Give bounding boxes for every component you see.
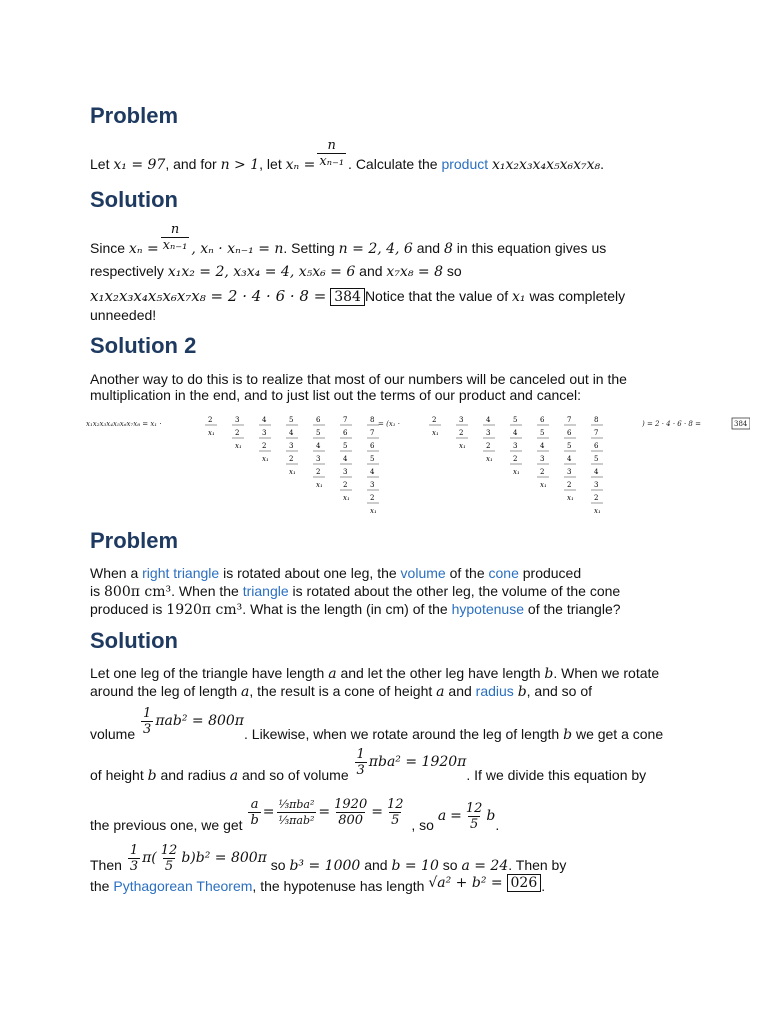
answer-box-2: 026 bbox=[507, 874, 542, 892]
solution-2-p2: multiplication in the end, and to just list out the terms of our product and cancel: bbox=[90, 387, 582, 403]
fraction-term: 2 bbox=[370, 494, 375, 502]
solution-3-line-4: of height b and radius a and so of volume $\frac{1}{3}$ πba² = 1920π. If we divide this equation by bbox=[90, 747, 647, 785]
eq-mid: = (x₁ · bbox=[378, 420, 401, 428]
fraction-term: x₁ bbox=[289, 468, 296, 476]
radius-link[interactable]: radius bbox=[475, 683, 514, 699]
hypotenuse-link[interactable]: hypotenuse bbox=[451, 601, 525, 617]
problem-2-line-3: produced is 1920π cm³. What is the length (in cm) of the hypotenuse of the triangle? bbox=[90, 601, 621, 618]
fraction-term: 6 bbox=[316, 416, 321, 424]
fraction-term: 3 bbox=[289, 442, 294, 450]
fraction-term: 2 bbox=[235, 429, 240, 437]
solution-3-line-6: Then $\frac{1}{3}$ π( $\frac{12}{5}$ b)b² = 800π so b³ = 1000 and b = 10 so a = 24. Then by bbox=[90, 843, 567, 875]
fraction-term: 6 bbox=[343, 429, 348, 437]
solution-3-line-5: the previous one, we get $\frac{a}{b}$ = $\frac{\text{⅓πba²}}{\text{⅓πab²}}$ = $\frac{1920}{800}$ = $\frac{12}{5}$ , so a = $\frac{12}{5}$ b. bbox=[90, 797, 500, 834]
fraction-term: 4 bbox=[262, 416, 267, 424]
eq-right: ) = 2 · 4 · 6 · 8 = bbox=[642, 420, 701, 428]
fraction-term: 3 bbox=[316, 455, 321, 463]
problem-text: Let x₁ = 97, and for n > 1, let xₙ = $\frac{n}{\text{xₙ₋₁}}$ . Calculate the product x₁x₂x₃x₄x₅x₆x₇x₈. bbox=[90, 138, 604, 174]
fraction-term: 7 bbox=[567, 416, 572, 424]
fraction-term: 7 bbox=[343, 416, 348, 424]
fraction-term: 2 bbox=[432, 416, 437, 424]
fraction-term: 2 bbox=[289, 455, 294, 463]
fraction-stack-right bbox=[429, 416, 603, 515]
fraction-term: 4 bbox=[594, 468, 599, 476]
fraction-term: x₁ bbox=[567, 494, 574, 502]
fraction-term: 5 bbox=[513, 416, 518, 424]
fraction-term: 2 bbox=[208, 416, 213, 424]
solution-3-line-2: around the leg of length a, the result is a cone of height a and radius b, and so of bbox=[90, 683, 593, 700]
solution-line-4: unneeded! bbox=[90, 307, 157, 323]
fraction-term: 7 bbox=[370, 429, 375, 437]
fraction-term: 6 bbox=[567, 429, 572, 437]
triangle-link[interactable]: triangle bbox=[242, 583, 289, 599]
problem-heading: Problem bbox=[90, 103, 179, 128]
volume-link[interactable]: volume bbox=[400, 565, 446, 581]
cone-link[interactable]: cone bbox=[488, 565, 519, 581]
solution-3-line-7: the Pythagorean Theorem, the hypotenuse has length √a² + b² = 026 . bbox=[90, 875, 546, 894]
fraction-term: 3 bbox=[594, 481, 599, 489]
solution-2-p1: Another way to do this is to realize that most of our numbers will be canceled out in the bbox=[90, 371, 627, 387]
fraction-term: 4 bbox=[486, 416, 491, 424]
fraction-term: 2 bbox=[513, 455, 518, 463]
solution-heading: Solution bbox=[90, 187, 178, 212]
fraction-term: x₁ bbox=[316, 481, 323, 489]
fraction-term: 2 bbox=[486, 442, 491, 450]
fraction-term: 4 bbox=[316, 442, 321, 450]
fraction-term: x₁ bbox=[513, 468, 520, 476]
fraction-term: 5 bbox=[316, 429, 321, 437]
fraction-term: 5 bbox=[289, 416, 294, 424]
problem-2-line-2: is 800π cm³. When the triangle is rotated about the other leg, the volume of the cone bbox=[90, 583, 621, 600]
fraction-term: x₁ bbox=[343, 494, 350, 502]
fraction-term: 6 bbox=[540, 416, 545, 424]
fraction-term: x₁ bbox=[486, 455, 493, 463]
fraction-term: 4 bbox=[289, 429, 294, 437]
fraction-term: 5 bbox=[540, 429, 545, 437]
answer-box: 384 bbox=[330, 288, 365, 306]
solution-3-line-3: volume $\frac{1}{3}$ πab² = 800π. Likewise, when we rotate around the leg of length b we get a cone bbox=[90, 706, 664, 744]
fraction-term: 4 bbox=[343, 455, 348, 463]
solution-line-1: Since xₙ = $\frac{n}{\text{xₙ₋₁}}$ , xₙ · xₙ₋₁ = n. Setting n = 2, 4, 6 and 8 in this equation gives us bbox=[90, 222, 607, 258]
eq-answer: 384 bbox=[734, 420, 748, 428]
eq-left: x₁x₂x₃x₄x₅x₆x₇x₈ = x₁ · bbox=[86, 420, 162, 428]
fraction-term: 2 bbox=[567, 481, 572, 489]
fraction-term: 3 bbox=[343, 468, 348, 476]
fraction-term: 3 bbox=[567, 468, 572, 476]
fraction-term: 3 bbox=[540, 455, 545, 463]
fraction-term: 4 bbox=[370, 468, 375, 476]
fraction-term: 5 bbox=[343, 442, 348, 450]
fraction-term: 3 bbox=[235, 416, 240, 424]
solution-3-heading: Solution bbox=[90, 628, 178, 653]
fraction-term: 5 bbox=[567, 442, 572, 450]
fraction-term: 3 bbox=[513, 442, 518, 450]
fraction-term: 5 bbox=[594, 455, 599, 463]
fraction-term: 4 bbox=[567, 455, 572, 463]
fraction-term: 3 bbox=[370, 481, 375, 489]
solution-2-heading: Solution 2 bbox=[90, 333, 197, 358]
fraction-term: 3 bbox=[486, 429, 491, 437]
fraction-term: 2 bbox=[594, 494, 599, 502]
fraction-term: x₁ bbox=[459, 442, 466, 450]
problem-2-heading: Problem bbox=[90, 528, 179, 553]
product-link[interactable]: product bbox=[441, 156, 489, 173]
fraction-term: 3 bbox=[459, 416, 464, 424]
fraction-term: 2 bbox=[540, 468, 545, 476]
fraction-term: x₁ bbox=[594, 507, 601, 515]
problem-2-line-1: When a right triangle is rotated about one leg, the volume of the cone produced bbox=[90, 565, 582, 581]
right-triangle-link[interactable]: right triangle bbox=[142, 565, 220, 581]
fraction-term: 2 bbox=[343, 481, 348, 489]
fraction-term: 4 bbox=[540, 442, 545, 450]
fraction-term: 2 bbox=[262, 442, 267, 450]
fraction-term: 4 bbox=[513, 429, 518, 437]
fraction-term: x₁ bbox=[370, 507, 377, 515]
fraction-term: x₁ bbox=[235, 442, 242, 450]
fraction-term: 2 bbox=[316, 468, 321, 476]
fraction-term: x₁ bbox=[262, 455, 269, 463]
solution-line-2: respectively x₁x₂ = 2, x₃x₄ = 4, x₅x₆ = 6 and x₇x₈ = 8 so bbox=[90, 263, 462, 280]
fraction-term: x₁ bbox=[208, 429, 215, 437]
fraction-term: x₁ bbox=[540, 481, 547, 489]
fraction-term: 7 bbox=[594, 429, 599, 437]
fraction-term: 8 bbox=[370, 416, 375, 424]
fraction-term: 5 bbox=[370, 455, 375, 463]
fraction-term: x₁ bbox=[432, 429, 439, 437]
fraction-stack-left bbox=[205, 416, 379, 515]
pythagorean-theorem-link[interactable]: Pythagorean Theorem bbox=[113, 878, 253, 894]
fraction-term: 6 bbox=[370, 442, 375, 450]
fraction-term: 8 bbox=[594, 416, 599, 424]
fraction-term: 3 bbox=[262, 429, 267, 437]
fraction-term: 6 bbox=[594, 442, 599, 450]
fraction-term: 2 bbox=[459, 429, 464, 437]
cancellation-equation bbox=[86, 410, 750, 522]
solution-line-3: x₁x₂x₃x₄x₅x₆x₇x₈ = 2 · 4 · 6 · 8 = 384 Notice that the value of x₁ was completely bbox=[90, 287, 626, 305]
solution-3-line-1: Let one leg of the triangle have length a and let the other leg have length b. When we rotate bbox=[90, 665, 660, 682]
